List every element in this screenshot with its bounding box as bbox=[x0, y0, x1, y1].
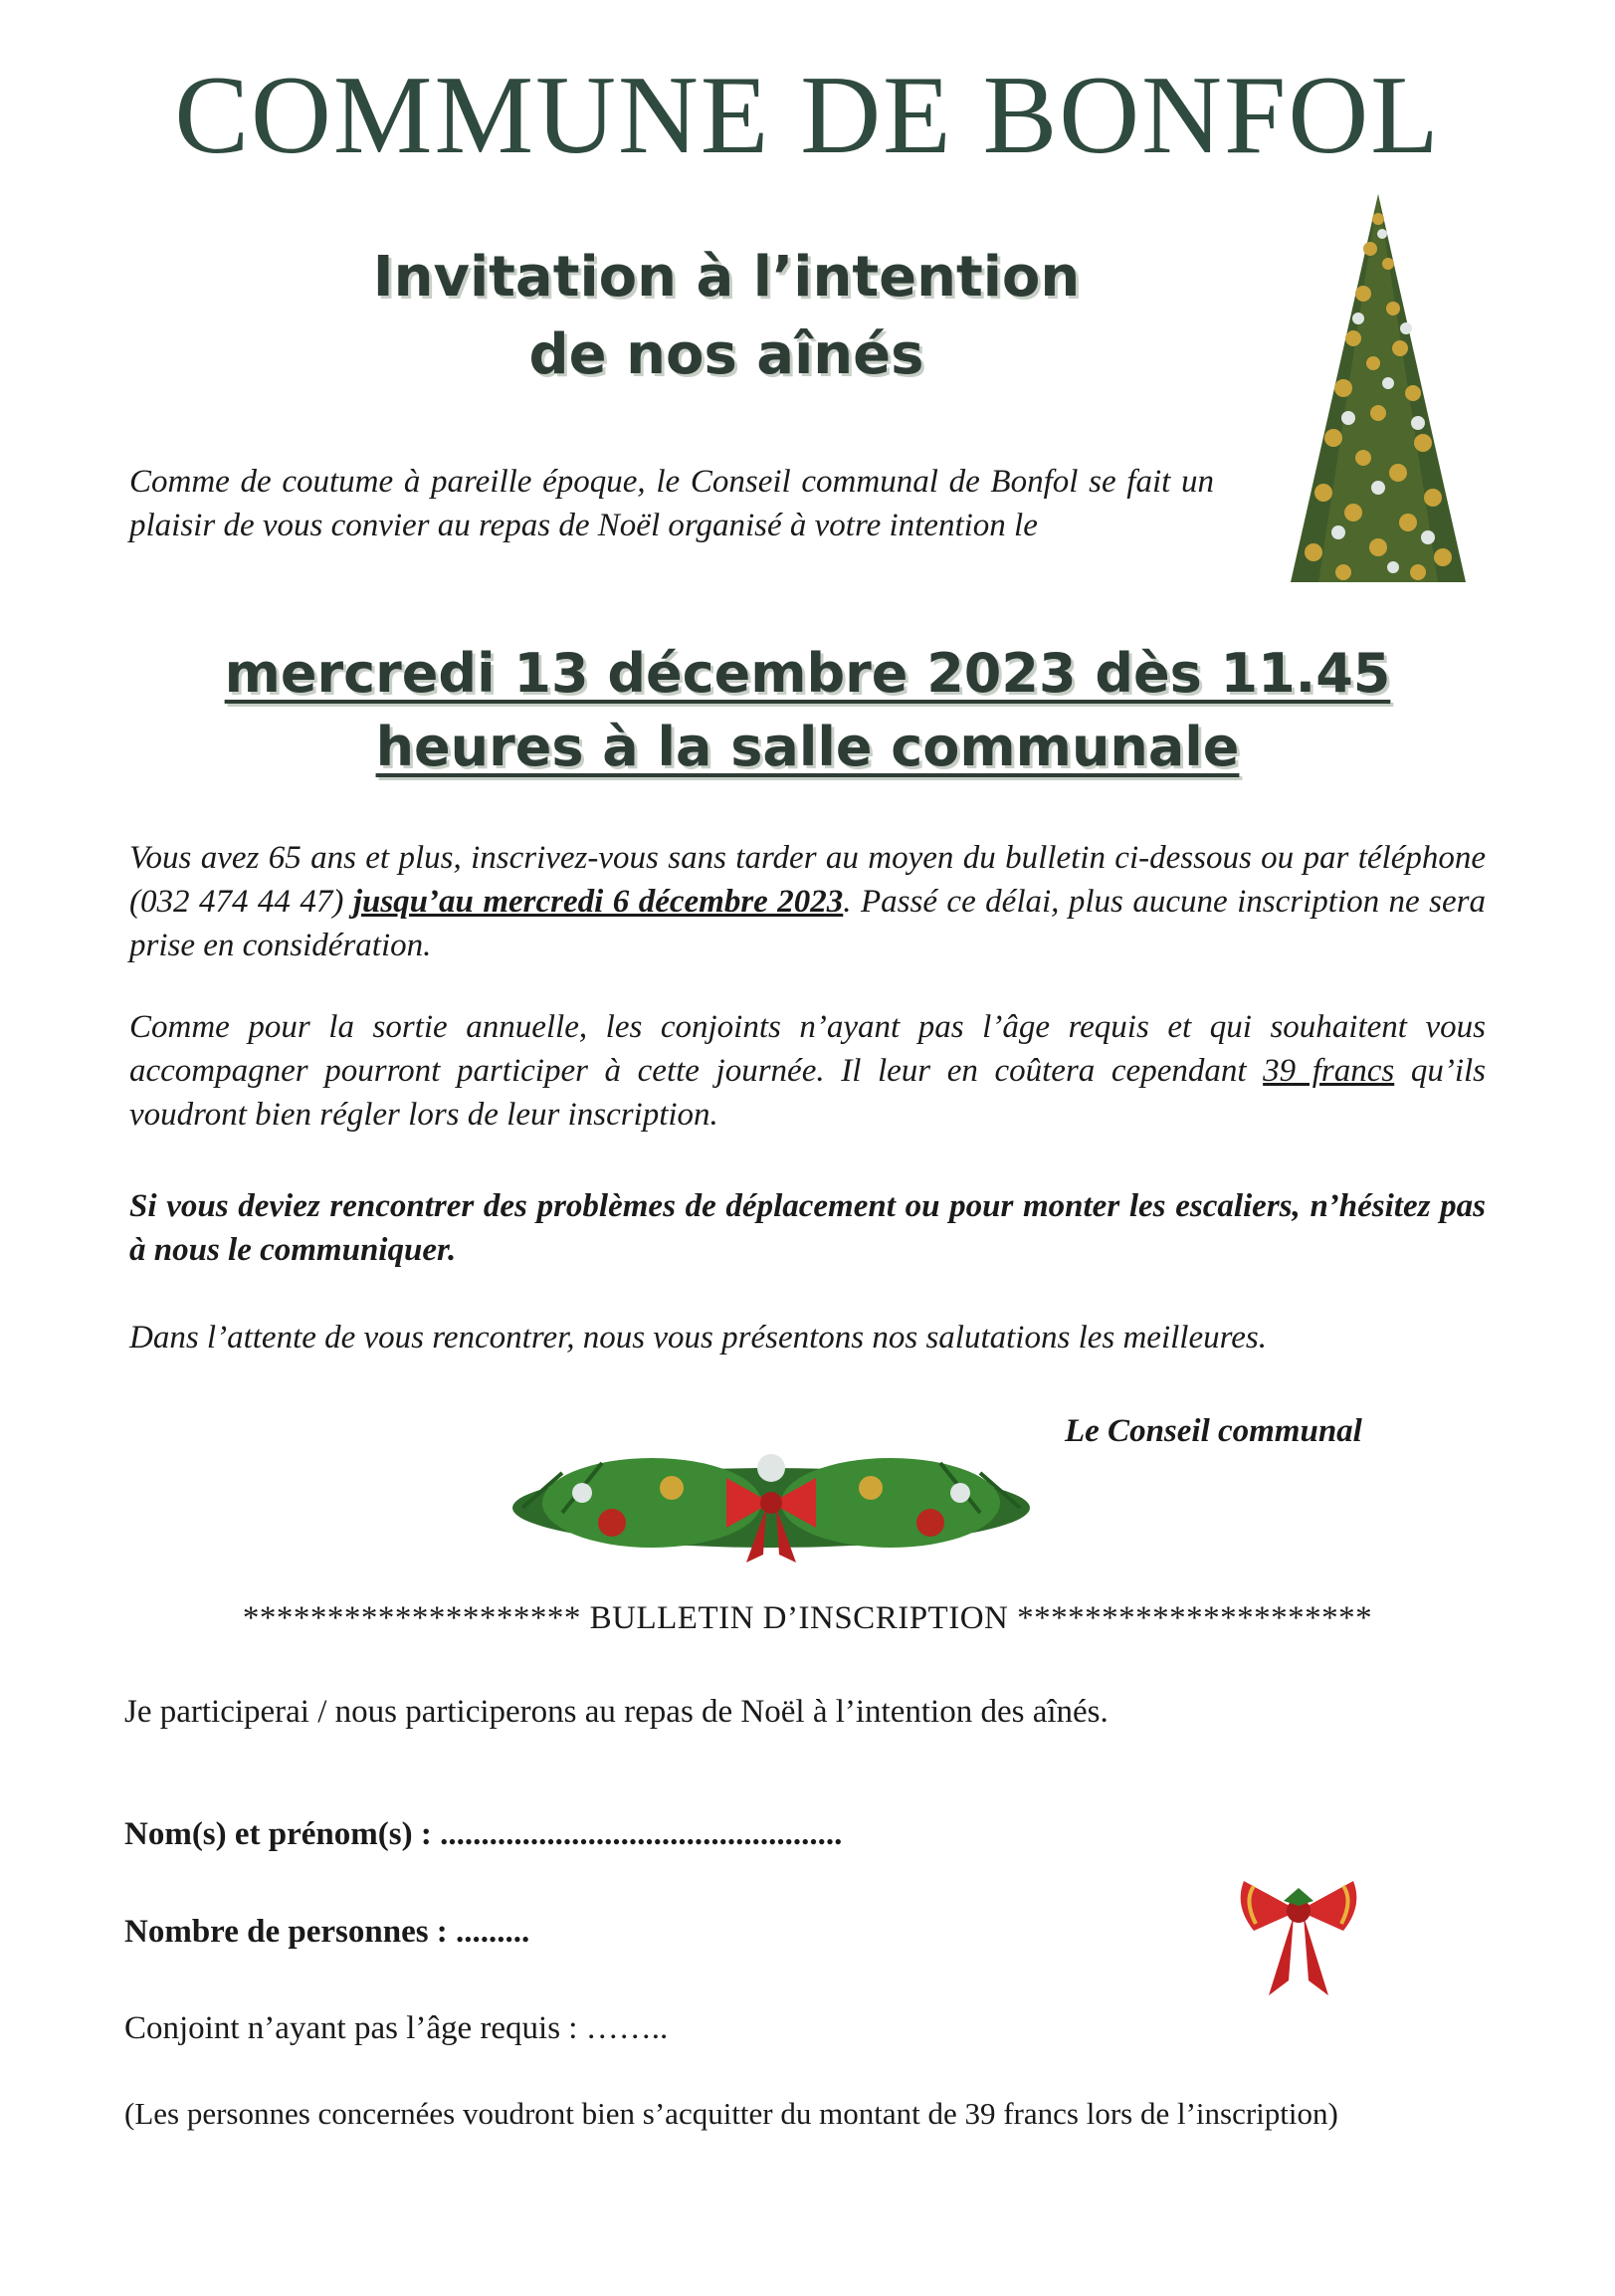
intro-paragraph: Comme de coutume à pareille époque, le Conseil communal de Bonfol se fait un plaisir de vous convier au repas de Noël organisé à votre intention le bbox=[129, 464, 1214, 543]
event-date-headline bbox=[129, 637, 1486, 784]
headline-line-2: heures à la salle communale bbox=[375, 716, 1240, 778]
subtitle-line-2: de nos aînés bbox=[528, 322, 924, 387]
garland-icon bbox=[503, 1433, 1040, 1582]
closing-paragraph: Dans l’attente de vous rencontrer, nous vous présentons nos salutations les meilleures. bbox=[129, 1320, 1267, 1356]
christmas-tree-icon bbox=[1279, 189, 1478, 597]
registration-text-b: . Passé ce délai, plus aucune inscription ne sera prise en considération. bbox=[129, 884, 1486, 963]
bow-icon bbox=[1234, 1876, 1363, 2000]
spouse-field[interactable]: Conjoint n’ayant pas l’âge requis : …….. bbox=[124, 2010, 669, 2046]
name-field[interactable]: Nom(s) et prénom(s) : ................................................. bbox=[124, 1816, 843, 1852]
page-title: COMMUNE DE BONFOL bbox=[174, 54, 1441, 177]
bulletin-title: ******************** BULLETIN D’INSCRIPTION ********************* bbox=[242, 1600, 1373, 1636]
participation-statement: Je participerai / nous participerons au repas de Noël à l’intention des aînés. bbox=[124, 1694, 1109, 1730]
registration-paragraph bbox=[129, 836, 1486, 967]
spouse-paragraph bbox=[129, 1005, 1486, 1137]
mobility-notice: Si vous deviez rencontrer des problèmes de déplacement ou pour monter les escaliers, n’hésitez pas à nous le communiquer. bbox=[129, 1188, 1486, 1268]
signature: Le Conseil communal bbox=[1065, 1413, 1362, 1449]
headline-line-1: mercredi 13 décembre 2023 dès 11.45 bbox=[224, 642, 1391, 705]
subtitle-line-1: Invitation à l’intention bbox=[372, 245, 1081, 310]
spouse-text-b: qu’ils voudront bien régler lors de leur inscription. bbox=[129, 1053, 1487, 1133]
invitation-subtitle bbox=[328, 239, 1124, 394]
registration-text-a: Vous avez 65 ans et plus, inscrivez-vous sans tarder au moyen du bulletin ci-dessous ou par téléphone (032 474 44 47) bbox=[129, 840, 1486, 920]
payment-note: (Les personnes concernées voudront bien s’acquitter du montant de 39 francs lors de l’inscription) bbox=[124, 2096, 1338, 2131]
spouse-text-a: Comme pour la sortie annuelle, les conjoints n’ayant pas l’âge requis et qui souhaitent vous accompagner pourront participer à cette journée. Il leur en coûtera cependant bbox=[129, 1009, 1486, 1089]
spouse-price: 39 francs bbox=[1263, 1053, 1395, 1089]
person-count-field[interactable]: Nombre de personnes : ......... bbox=[124, 1914, 530, 1950]
registration-deadline: jusqu’au mercredi 6 décembre 2023 bbox=[352, 884, 844, 920]
